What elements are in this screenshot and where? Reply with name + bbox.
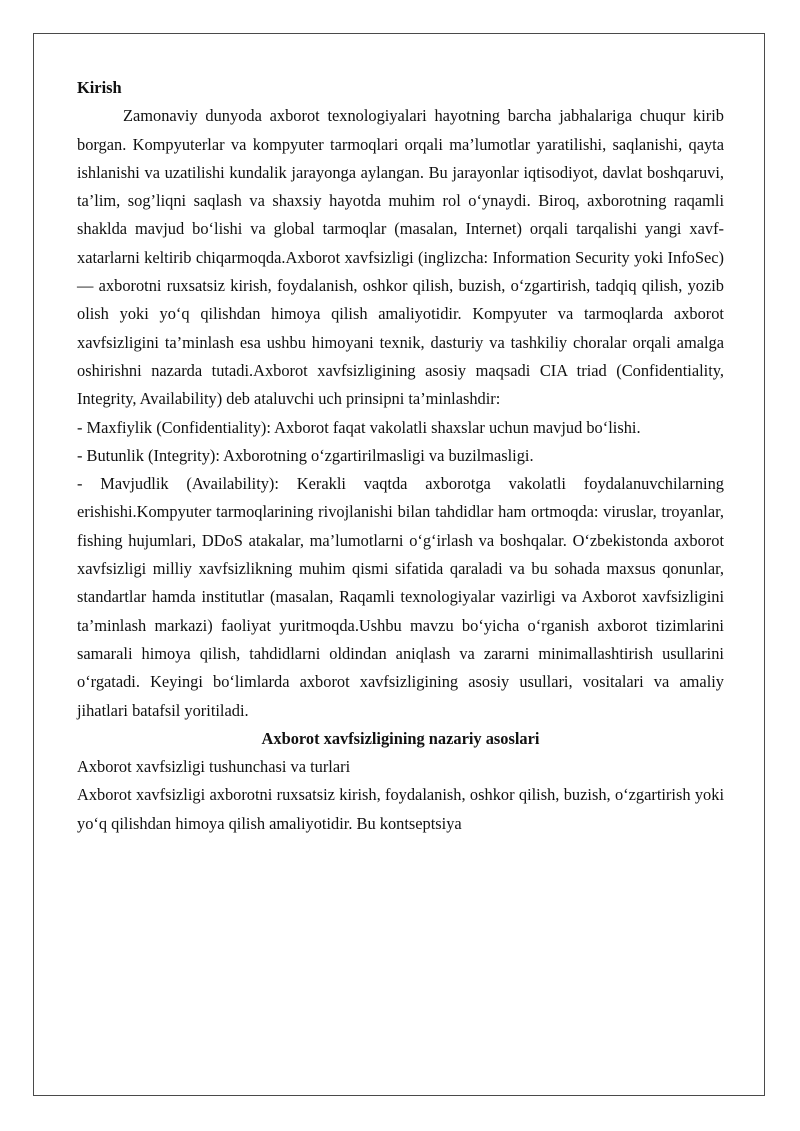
list-item-availability: - Mavjudlik (Availability): Kerakli vaqtda axborotga vakolatli foydalanuvchilarning erishishi.Kompyuter tarmoqlarining rivojlanishi bilan tahdidlar ham ortmoqda: viruslar, troyanlar, fishing hujumlari, DDoS atakalar, ma’lumotlarni o‘g‘irlash va boshqalar. O‘zbekistonda axborot xavfsizligi milliy xavfsizlikning muhim qismi sifatida qaraladi va bu sohada maxsus qonunlar, standartlar hamda institutlar (masalan, Raqamli texnologiyalar vazirligi va Axborot xavfsizligini ta’minlash markazi) faoliyat yuritmoqda.Ushbu mavzu bo‘yicha o‘rganish axborot tizimlarini samarali himoya qilish, tahdidlarni oldindan aniqlash va zararni minimallashtirish usullarini o‘rgatadi. Keyingi bo‘limlarda axborot xavfsizligining asosiy usullari, vositalari va amaliy jihatlari batafsil yoritiladi. — [77, 474, 724, 720]
final-paragraph: Axborot xavfsizligi axborotni ruxsatsiz kirish, foydalanish, oshkor qilish, buzish, o‘zgartirish yoki yo‘q qilishdan himoya qilish amaliyotidir. Bu kontseptsiya — [77, 785, 724, 833]
document-body — [77, 74, 724, 838]
list-item-confidentiality: - Maxfiylik (Confidentiality): Axborot faqat vakolatli shaxslar uchun mavjud bo‘lishi. — [77, 417, 641, 437]
intro-heading: Kirish — [77, 78, 122, 97]
section-heading: Axborot xavfsizligining nazariy asoslari — [261, 728, 540, 748]
list-item-integrity: - Butunlik (Integrity): Axborotning o‘zgartirilmasligi va buzilmasligi. — [77, 445, 534, 465]
subsection-title: Axborot xavfsizligi tushunchasi va turlari — [77, 757, 351, 777]
intro-paragraph: Zamonaviy dunyoda axborot texnologiyalari hayotning barcha jabhalariga chuqur kirib borgan. Kompyuterlar va kompyuter tarmoqlari orqali ma’lumotlar yaratilishi, saqlanishi, qayta ishlanishi va uzatilishi kundalik jarayonga aylangan. Bu jarayonlar iqtisodiyot, davlat boshqaruvi, ta’lim, sog’liqni saqlash va shaxsiy hayotda muhim rol o‘ynaydi. Biroq, axborotning raqamli shaklda mavjud bo‘lishi va global tarmoqlar (masalan, Internet) orqali tarqalishi yangi xavf-xatarlarni keltirib chiqarmoqda.Axborot xavfsizligi (inglizcha: Information Security yoki InfoSec) — axborotni ruxsatsiz kirish, foydalanish, oshkor qilish, buzish, o‘zgartirish, tadqiq qilish, yozib olish yoki yo‘q qilishdan himoya qilish amaliyotidir. Kompyuter va tarmoqlarda axborot xavfsizligini ta’minlash esa ushbu himoyani texnik, dasturiy va tashkiliy choralar orqali amalga oshirishni nazarda tutadi.Axborot xavfsizligining asosiy maqsadi CIA triad (Confidentiality, Integrity, Availability) deb ataluvchi uch prinsipni ta’minlashdir: — [77, 106, 724, 409]
